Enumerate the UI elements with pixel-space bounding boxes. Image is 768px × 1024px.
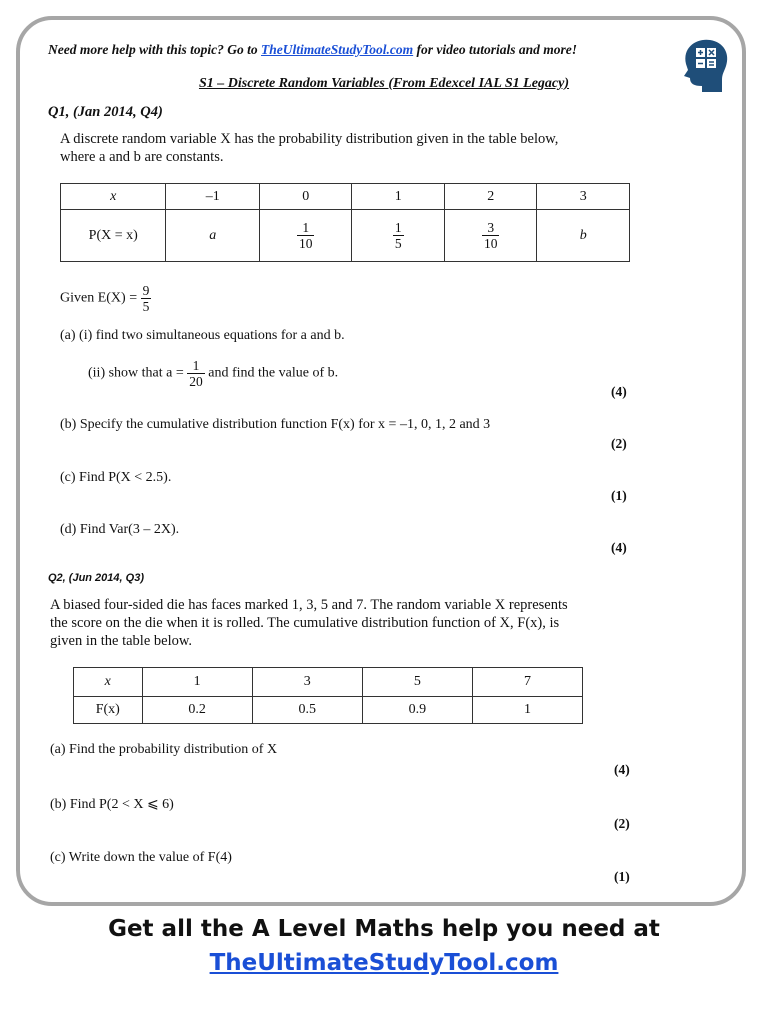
fraction-numerator: 3 (482, 220, 500, 236)
q2-cell-f-label: F(x) (74, 697, 143, 724)
q1-cell-x-label (61, 184, 166, 210)
fraction (482, 220, 500, 251)
q1-a-marks: (4) (611, 384, 627, 399)
q1-part-b: (b) Specify the cumulative distribution function F(x) for x = –1, 0, 1, 2 and 3 (60, 417, 491, 432)
q1-part-c: (c) Find P(X < 2.5). (60, 470, 172, 485)
q1-cell: 2 (444, 184, 537, 210)
q2-cell: 1 (142, 668, 252, 697)
q2-cell: 0.2 (142, 697, 252, 724)
q2-intro-line1: A biased four-sided die has faces marked 1, 3, 5 and 7. The random variable X represents (50, 597, 568, 613)
q1-d-marks: (4) (611, 540, 627, 555)
q1-cell-frac (444, 210, 537, 262)
q2-cell: 3 (252, 668, 362, 697)
fraction-numerator: 1 (187, 358, 205, 374)
q1-heading: Q1, (Jan 2014, Q4) (48, 104, 163, 120)
fraction-denominator: 10 (483, 236, 498, 251)
q2-intro-line3: given in the table below. (50, 633, 193, 649)
q1-distribution-table (60, 183, 630, 262)
q2-part-a: (a) Find the probability distribution of X (50, 742, 278, 757)
q2-cell: 1 (472, 697, 582, 724)
worksheet-subtitle: S1 – Discrete Random Variables (From Edexcel IAL S1 Legacy) (198, 76, 570, 91)
q2-b-marks: (2) (614, 816, 630, 831)
fraction (141, 283, 152, 314)
q2-cell-x-label (74, 668, 143, 697)
q1-cell: –1 (166, 184, 259, 210)
q1-given (60, 283, 151, 314)
q1-cell-a (166, 210, 259, 262)
fraction (393, 220, 404, 251)
q1-part-d: (d) Find Var(3 – 2X). (60, 522, 180, 537)
q1-cell: 1 (352, 184, 444, 210)
q2-intro-line2: the score on the die when it is rolled. The cumulative distribution function of X, F(x), is (50, 615, 560, 631)
q2-cdf-table (73, 667, 583, 724)
fraction (187, 358, 205, 389)
q2-cell: 0.9 (362, 697, 472, 724)
q1-part-a-i: (a) (i) find two simultaneous equations for a and b. (60, 328, 345, 343)
fraction-denominator: 5 (394, 236, 402, 251)
q1-part-a-ii (88, 358, 338, 389)
q1-table-row-p (61, 210, 630, 262)
q2-a-marks: (4) (614, 762, 630, 777)
q1-b-value: b (579, 227, 587, 243)
q1-a-value: a (209, 227, 217, 243)
q2-table-row-x (74, 668, 583, 697)
help-note-text: Need more help with this topic? Go to (48, 42, 262, 57)
q1-cell: 3 (537, 184, 630, 210)
q2-cell: 0.5 (252, 697, 362, 724)
fraction-denominator: 10 (298, 236, 313, 251)
q2-x-label: x (104, 674, 111, 689)
q1-a-ii-text-end: and find the value of b. (204, 365, 339, 381)
q1-intro-line2: where a and b are constants. (60, 149, 224, 165)
q1-cell-b (537, 210, 630, 262)
q2-heading: Q2, (Jun 2014, Q3) (48, 572, 144, 584)
q1-x-label: x (110, 188, 117, 204)
help-note (48, 42, 577, 58)
fraction (297, 220, 315, 251)
footer-headline: Get all the A Level Maths help you need at (108, 916, 660, 942)
fraction-numerator: 1 (394, 220, 402, 235)
q1-cell-frac (259, 210, 352, 262)
fraction-denominator: 20 (189, 374, 203, 389)
q1-cell-p-label: P(X = x) (61, 210, 166, 262)
fraction-denominator: 5 (142, 299, 150, 314)
q2-cell: 5 (362, 668, 472, 697)
q2-table-row-f (74, 697, 583, 724)
q2-cell: 7 (472, 668, 582, 697)
q2-c-marks: (1) (614, 869, 630, 884)
q1-intro-line1: A discrete random variable X has the probability distribution given in the table below, (60, 131, 559, 147)
fraction-numerator: 9 (142, 283, 150, 298)
q1-cell-frac (352, 210, 444, 262)
q1-given-text: Given E(X) = (60, 290, 141, 306)
help-note-text-end: for video tutorials and more! (413, 42, 578, 57)
q1-c-marks: (1) (611, 488, 627, 503)
q1-cell: 0 (259, 184, 352, 210)
q1-b-marks: (2) (611, 436, 627, 451)
q2-part-b: (b) Find P(2 < X ⩽ 6) (50, 797, 174, 812)
q2-part-c: (c) Write down the value of F(4) (50, 850, 232, 865)
q1-table-row-x (61, 184, 630, 210)
footer-link[interactable]: TheUltimateStudyTool.com (209, 950, 559, 976)
q1-a-ii-text: (ii) show that a = (88, 365, 188, 381)
fraction-numerator: 1 (297, 220, 315, 236)
study-tool-link[interactable]: TheUltimateStudyTool.com (261, 42, 414, 57)
